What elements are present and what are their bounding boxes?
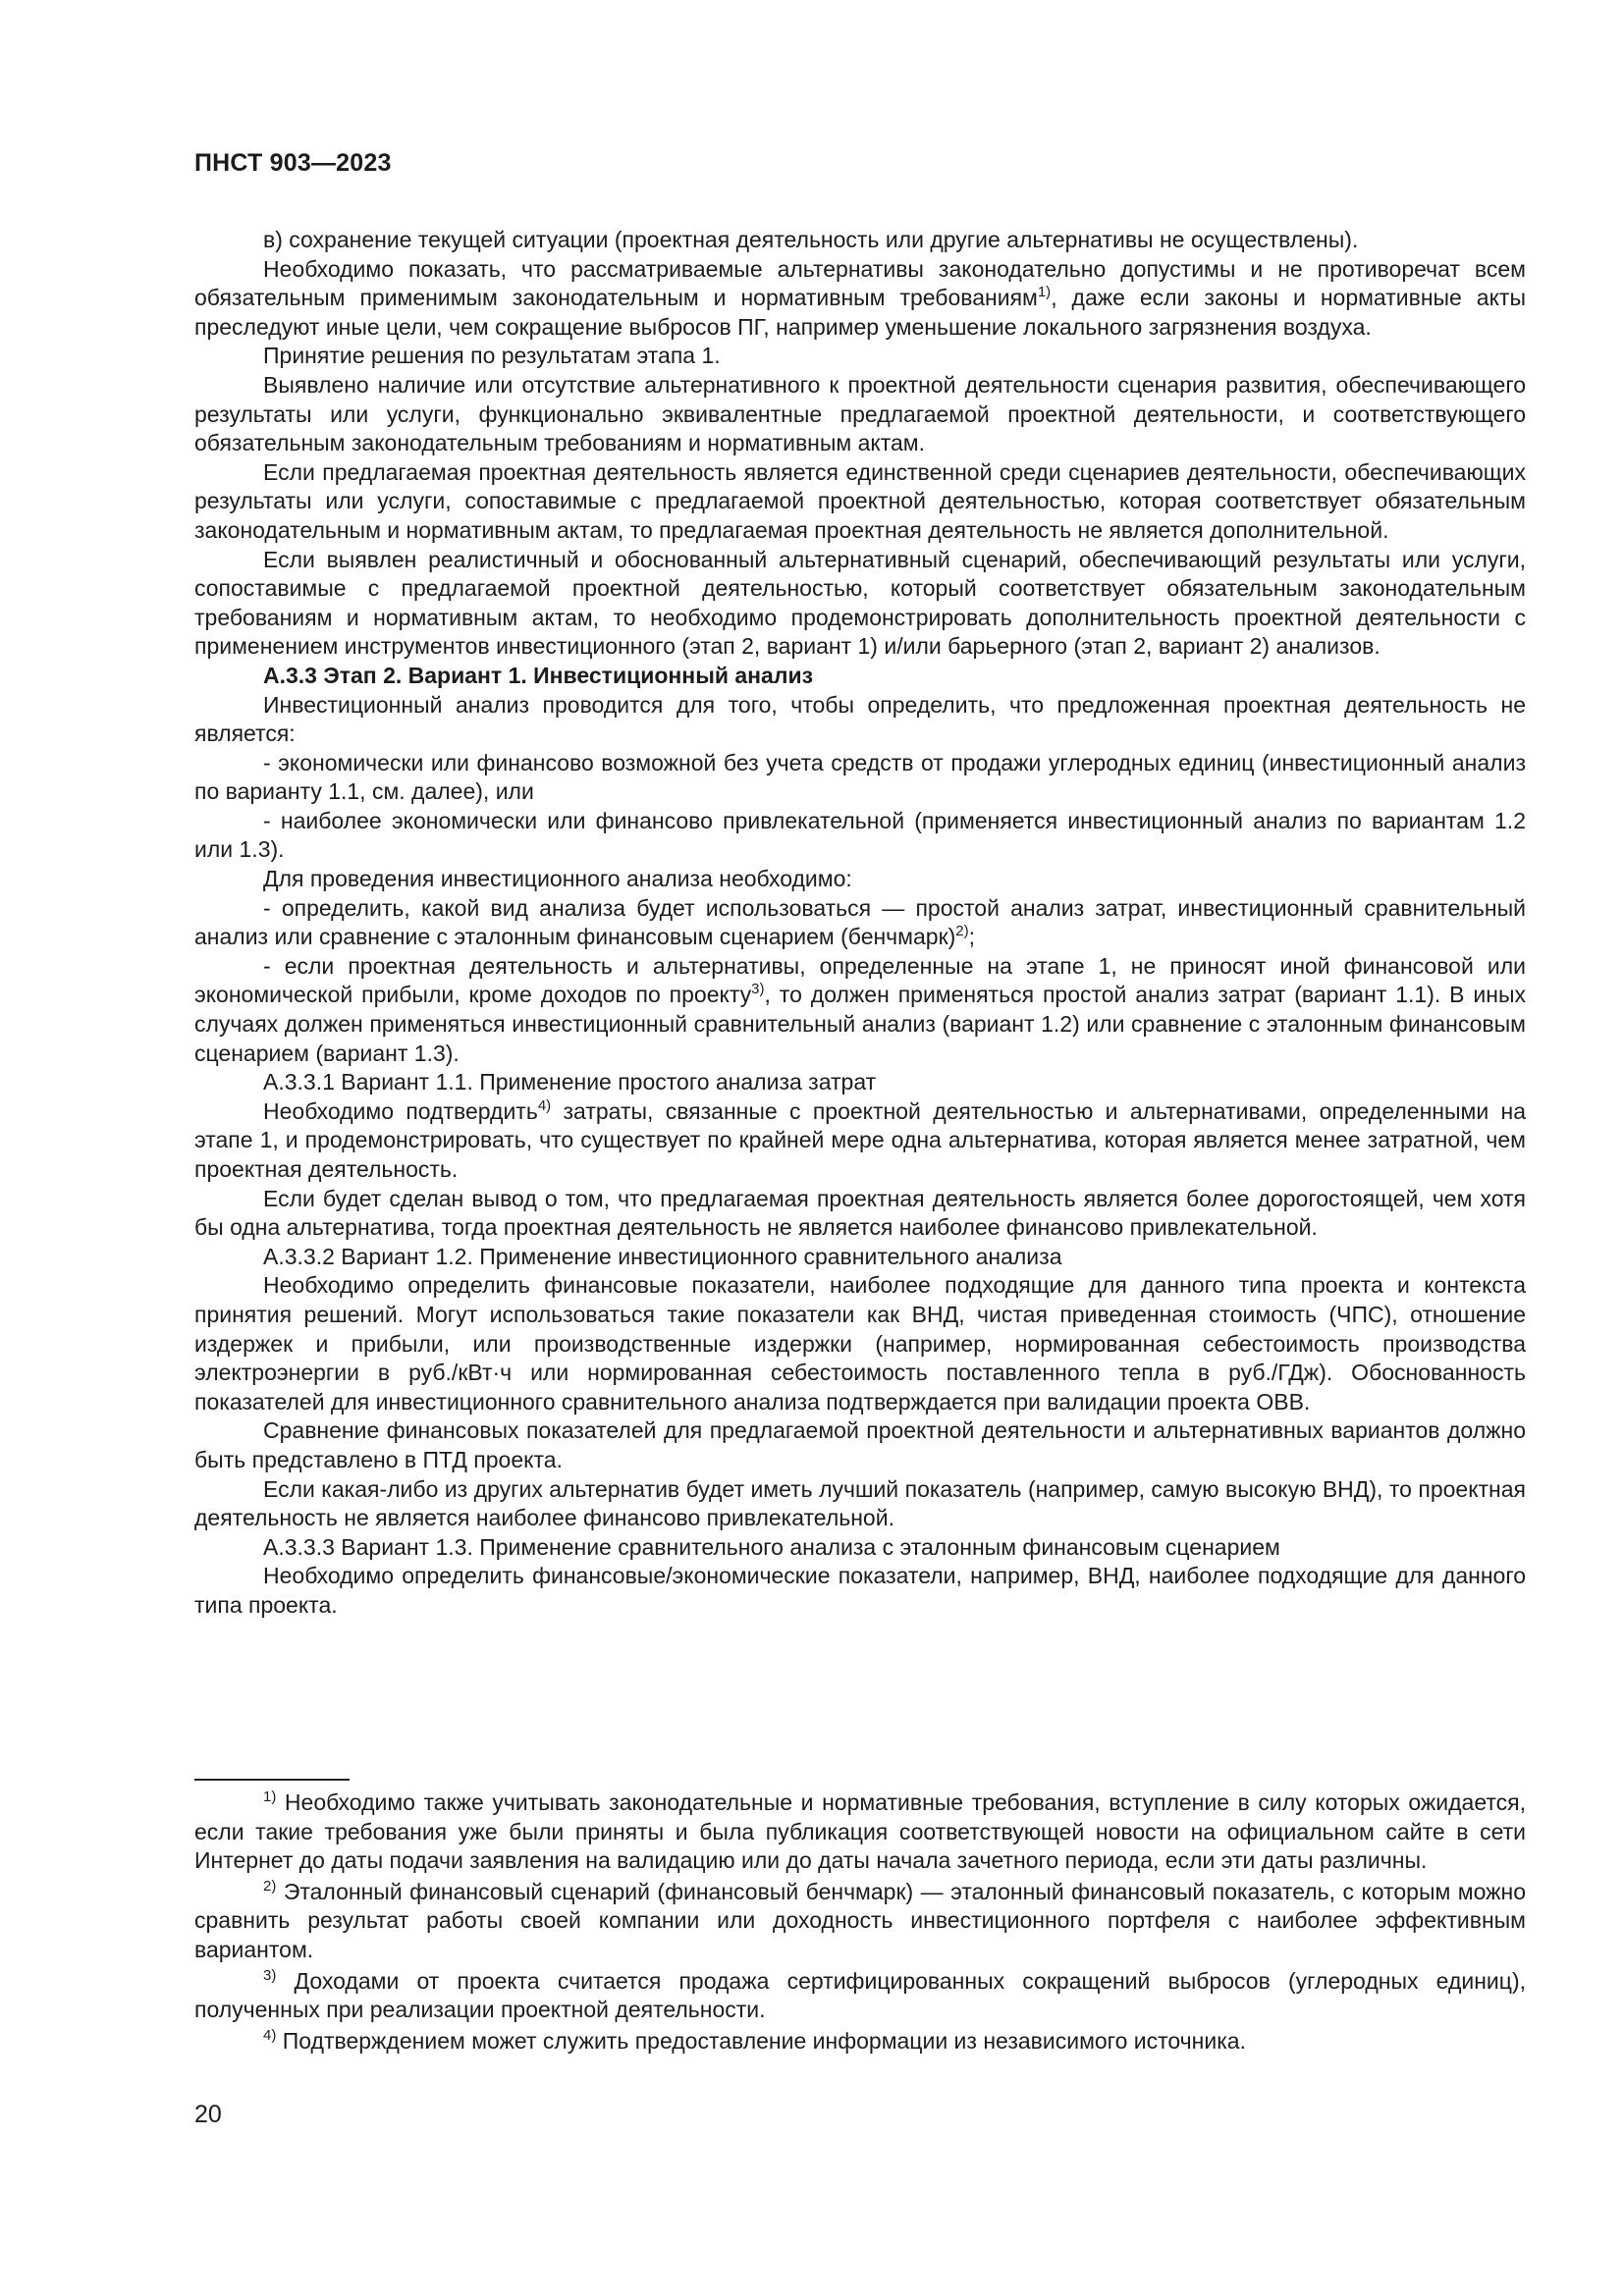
footnote-ref: 2)	[955, 923, 969, 940]
paragraph: Если какая-либо из других альтернатив будет иметь лучший показатель (например, самую высокую ВНД), то проектная деятельность не является наиболее финансово привлекательной.	[194, 1475, 1526, 1531]
footnote-ref: 1)	[1037, 284, 1052, 301]
page-number: 20	[194, 2101, 222, 2128]
paragraph-text: , то должен применяться простой анализ затрат (вариант 1.1). В иных случаях должен применяться инвестиционный сравнительный анализ (вариант 1.2) или сравнение с эталонным финансовым сценарием (вариант 1.3).	[194, 982, 1526, 1066]
footnote	[194, 1878, 1526, 1965]
footnote-mark: 4)	[263, 2026, 277, 2044]
footnote-text: Доходами от проекта считается продажа сертифицированных сокращений выбросов (углеродных единиц), полученных при реализации проектной деятельности.	[194, 1967, 1526, 2023]
footnote-ref: 3)	[751, 981, 765, 998]
subsection-heading: А.3.3.1 Вариант 1.1. Применение простого анализа затрат	[263, 1069, 877, 1095]
footnote-text: Подтверждением может служить предоставление информации из независимого источника.	[276, 2027, 1246, 2054]
paragraph: Необходимо определить финансовые/экономические показатели, например, ВНД, наиболее подходящие для данного типа проекта.	[194, 1563, 1526, 1618]
footnote-mark: 1)	[263, 1789, 277, 1805]
paragraph: Если предлагаемая проектная деятельность является единственной среди сценариев деятельности, обеспечивающих результаты или услуги, сопоставимые с предлагаемой проектной деятельностью, которая соответствует обязательным законодательным и нормативным актам, то предлагаемая проектная деятельность не является дополнительной.	[194, 458, 1526, 543]
footnote	[194, 1967, 1526, 2025]
paragraph-text: , даже если законы и нормативные акты преследуют иные цели, чем сокращение выбросов ПГ, например уменьшение локального загрязнения воздуха.	[194, 285, 1526, 340]
paragraph: Если будет сделан вывод о том, что предлагаемая проектная деятельность является более дорогостоящей, чем хотя бы одна альтернатива, тогда проектная деятельность не является наиболее финансово привлекательной.	[194, 1185, 1526, 1241]
footnotes	[194, 1789, 1526, 2057]
list-item	[194, 894, 1526, 952]
footnote-mark: 3)	[263, 1966, 277, 1984]
footnote	[194, 1789, 1526, 1876]
list-item	[194, 952, 1526, 1068]
subsection-heading: А.3.3.2 Вариант 1.2. Применение инвестиционного сравнительного анализа	[263, 1243, 1062, 1269]
main-text	[194, 226, 1526, 1621]
footnote-mark: 2)	[263, 1877, 277, 1895]
paragraph: Инвестиционный анализ проводится для того, чтобы определить, что предложенная проектная деятельность не является:	[194, 691, 1526, 747]
section-heading: А.3.3 Этап 2. Вариант 1. Инвестиционный анализ	[263, 662, 814, 688]
paragraph-text: Необходимо показать, что рассматриваемые альтернативы законодательно допустимы и не противоречат всем обязательным применимым законодательным и нормативным требованиям	[194, 255, 1526, 311]
footnote-ref: 4)	[537, 1096, 552, 1114]
list-item: - экономически или финансово возможной без учета средств от продажи углеродных единиц (инвестиционный анализ по варианту 1.1, см. далее), или	[194, 749, 1526, 805]
paragraph-text: ;	[968, 924, 976, 950]
document-id-header: ПНСТ 903—2023	[194, 149, 392, 177]
footnote	[194, 2027, 1526, 2056]
paragraph-text: - определить, какой вид анализа будет использоваться — простой анализ затрат, инвестиционный сравнительный анализ или сравнение с эталонным финансовым сценарием (бенчмарк)	[194, 894, 1526, 950]
paragraph-text: затраты, связанные с проектной деятельностью и альтернативами, определенными на этапе 1, и продемонстрировать, что существует по крайней мере одна альтернатива, которая является менее затратной, чем проектная деятельность.	[194, 1097, 1526, 1182]
paragraph: Для проведения инвестиционного анализа необходимо:	[263, 866, 852, 892]
subsection-heading: А.3.3.3 Вариант 1.3. Применение сравнительного анализа с эталонным финансовым сценарием	[263, 1533, 1280, 1560]
paragraph	[194, 255, 1526, 343]
footnote-text: Необходимо также учитывать законодательные и нормативные требования, вступление в силу которых ожидается, если такие требования уже были приняты и была публикация соответствующей новости на официальном сайте в сети Интернет до даты подачи заявления на валидацию или до даты начала зачетного периода, если эти даты различны.	[194, 1789, 1526, 1874]
paragraph: Сравнение финансовых показателей для предлагаемой проектной деятельности и альтернативных вариантов должно быть представлено в ПТД проекта.	[194, 1417, 1526, 1472]
paragraph	[194, 1097, 1526, 1185]
paragraph: в) сохранение текущей ситуации (проектная деятельность или другие альтернативы не осуществлены).	[263, 227, 1359, 252]
list-item: - наиболее экономически или финансово привлекательной (применяется инвестиционный анализ по вариантам 1.2 или 1.3).	[194, 807, 1526, 863]
footnote-separator	[194, 1779, 350, 1781]
footnote-text: Эталонный финансовый сценарий (финансовый бенчмарк) — эталонный финансовый показатель, с которым можно сравнить результат работы своей компании или доходность инвестиционного портфеля с наиболее эффективным вариантом.	[194, 1878, 1526, 1962]
paragraph: Необходимо определить финансовые показатели, наиболее подходящие для данного типа проекта и контекста принятия решений. Могут использоваться такие показатели как ВНД, чистая приведенная стоимость (ЧПС), отношение издержек и прибыли, или производственные издержки (например, нормированная себестоимость производства электроэнергии в руб./кВт·ч или нормированная себестоимость поставленного тепла в руб./ГДж). Обоснованность показателей для инвестиционного сравнительного анализа подтверждается при валидации проекта ОВВ.	[194, 1272, 1526, 1415]
paragraph: Если выявлен реалистичный и обоснованный альтернативный сценарий, обеспечивающий результаты или услуги, сопоставимые с предлагаемой проектной деятельностью, который соответствует обязательным законодательным требованиям и нормативным актам, то необходимо продемонстрировать дополнительность проектной деятельности с применением инструментов инвестиционного (этап 2, вариант 1) и/или барьерного (этап 2, вариант 2) анализов.	[194, 546, 1526, 660]
paragraph: Принятие решения по результатам этапа 1.	[263, 343, 721, 369]
paragraph: Выявлено наличие или отсутствие альтернативного к проектной деятельности сценария развития, обеспечивающего результаты или услуги, функционально эквивалентные предлагаемой проектной деятельности, и соответствующего обязательным законодательным требованиям и нормативным актам.	[194, 371, 1526, 456]
paragraph-text: Необходимо подтвердить	[263, 1097, 538, 1124]
paragraph-text: - если проектная деятельность и альтернативы, определенные на этапе 1, не приносят иной финансовой или экономической прибыли, кроме доходов по проекту	[194, 952, 1526, 1008]
